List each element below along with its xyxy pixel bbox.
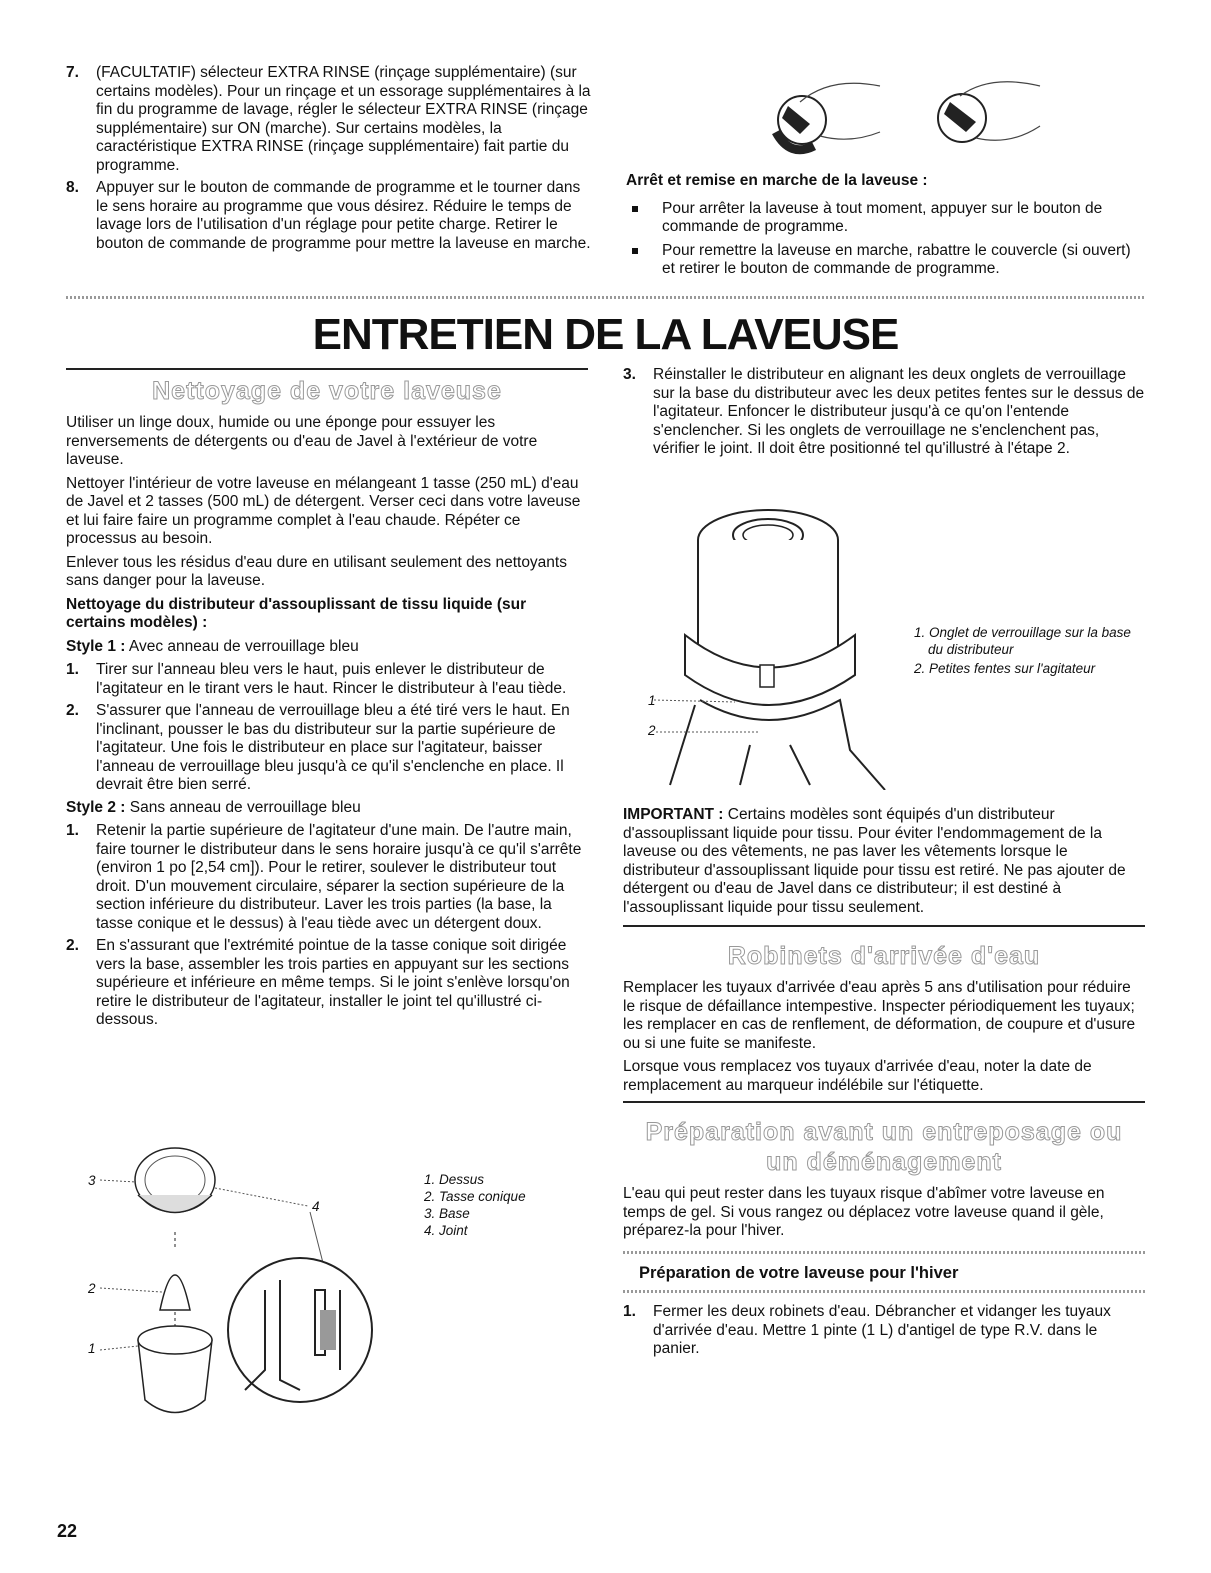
winter-heading: Préparation de votre laveuse pour l'hiver xyxy=(639,1263,959,1282)
caption: 2. Petites fentes sur l'agitateur xyxy=(914,661,1096,676)
stop-restart-heading: Arrêt et remise en marche de la laveuse : xyxy=(626,172,928,189)
section-title-cleaning: Nettoyage de votre laveuse xyxy=(152,377,502,405)
right-column-top xyxy=(623,366,1145,463)
paragraph: Enlever tous les résidus d'eau dure en utilisant seulement des nettoyants sans danger pour la laveuse. xyxy=(66,553,567,589)
right-column-bottom xyxy=(623,806,1145,1363)
divider xyxy=(623,1290,1145,1293)
divider xyxy=(623,925,1145,927)
list-item xyxy=(66,661,588,698)
caption: 2. Tasse conique xyxy=(424,1189,526,1204)
item-text: Retenir la partie supérieure de l'agitateur d'une main. De l'autre main, faire tourner le distributeur dans le sens horaire jusqu'à ce qu'il s'arrête (environ 1 po [2,54 cm]). Pour le retirer, soulever le distributeur tout droit. D'un mouvement circulaire, séparer la section supérieure de la section inférieure du distributeur. Laver les trois parties (la base, la tasse conique et le dessus) à l'eau tiède avec un détergent doux. xyxy=(96,822,582,932)
paragraph: Lorsque vous remplacez vos tuyaux d'arrivée d'eau, noter la date de remplacement au marqueur indélébile sur l'étiquette. xyxy=(623,1058,1092,1094)
item-number: 8. xyxy=(66,179,79,196)
item-text: En s'assurant que l'extrémité pointue de la tasse conique soit dirigée vers la base, assembler les trois parties en appuyant sur les sections supérieure et inférieure en même temps. Si le joint s'enlève lorsqu'on retire le distributeur de l'agitateur, installer le joint tel qu'illustré ci-dessous. xyxy=(96,937,570,1028)
top-left-column xyxy=(66,64,594,257)
fig-label-2: 2 xyxy=(88,1281,96,1296)
caption: 1. Onglet de verrouillage sur la base du distributeur xyxy=(914,625,1131,657)
list-item xyxy=(66,702,588,795)
item-text: (FACULTATIF) sélecteur EXTRA RINSE (rinçage supplémentaire) (sur certains modèles). Pour un rinçage et un essorage supplémentaires à la fin du programme de lavage, régler le sélecteur EXTRA RINSE (rinçage supplémentaire) sur ON (marche). Sur certains modèles, la caractéristique EXTRA RINSE (rinçage supplémentaire) fait partie du programme. xyxy=(96,64,591,174)
page-number: 22 xyxy=(57,1521,78,1541)
style1-text: Avec anneau de verrouillage bleu xyxy=(125,637,359,655)
fig-label-4: 4 xyxy=(312,1199,320,1214)
divider xyxy=(66,296,1146,299)
item-number: 1. xyxy=(66,822,79,839)
top-right-column xyxy=(626,172,1146,284)
item-number: 3. xyxy=(623,366,636,383)
bullet-icon xyxy=(632,248,638,254)
caption: 3. Base xyxy=(424,1206,470,1221)
bullet-icon xyxy=(632,206,638,212)
item-text: Appuyer sur le bouton de commande de programme et le tourner dans le sens horaire au programme que vous désirez. Réduire le temps de lavage lors de l'utilisation d'un réglage pour petite charge. Retirer le bouton de commande de programme pour mettre la laveuse en marche. xyxy=(96,179,591,252)
divider xyxy=(623,1101,1145,1103)
list-item xyxy=(66,937,588,1030)
item-text: Réinstaller le distributeur en alignant les deux onglets de verrouillage sur la base du distributeur avec les deux petites fentes sur le dessus de l'agitateur. Enfoncer le distributeur jusqu'à ce qu'on l'entende s'enclencher. Si les onglets de verrouillage ne s'enclenchent pas, vérifier le joint. Il doit être positionné tel qu'illustré à l'étape 2. xyxy=(653,366,1145,457)
style1-label: Style 1 : xyxy=(66,637,126,655)
item-number: 2. xyxy=(66,937,79,954)
divider xyxy=(66,368,588,370)
fig-label-3: 3 xyxy=(88,1173,96,1188)
fig-label-1: 1 xyxy=(88,1341,96,1356)
section-title-storage xyxy=(623,1117,1145,1177)
bullet-text: Pour remettre la laveuse en marche, rabattre le couvercle (si ouvert) et retirer le bouton de commande de programme. xyxy=(662,241,1131,277)
knob-hands-illustration xyxy=(740,66,1060,166)
page-title: ENTRETIEN DE LA LAVEUSE xyxy=(312,310,899,359)
left-column xyxy=(66,368,588,1034)
fig-label-1: 1 xyxy=(648,693,656,708)
softener-subheading: Nettoyage du distributeur d'assouplissant de tissu liquide (sur certains modèles) : xyxy=(66,595,527,631)
paragraph: Remplacer les tuyaux d'arrivée d'eau après 5 ans d'utilisation pour réduire le risque de défaillance intempestive. Inspecter périodiquement les tuyaux; les remplacer en cas de renflement, de déformation, de coupure et d'usure ou si une fuite se manifeste. xyxy=(623,979,1136,1052)
bullet-text: Pour arrêter la laveuse à tout moment, appuyer sur le bouton de commande de programme. xyxy=(662,199,1103,235)
item-number: 1. xyxy=(66,661,79,678)
caption: 1. Dessus xyxy=(424,1172,485,1187)
important-note xyxy=(623,806,1145,917)
list-item xyxy=(623,1303,1145,1359)
fig-label-2: 2 xyxy=(648,723,656,738)
item-text: S'assurer que l'anneau de verrouillage bleu a été tiré vers le haut. En l'inclinant, pousser le bas du distributeur sur la partie supérieure de l'agitateur. Une fois le distributeur en place sur l'agitateur, baisser l'anneau de verrouillage bleu jusqu'à ce qu'il s'enclenche en place. Il devrait être bien serré. xyxy=(96,702,570,793)
item-text: Fermer les deux robinets d'eau. Débrancher et vidanger les tuyaux d'arrivée d'eau. Mettre 1 pinte (1 L) d'antigel de type R.V. dans le panier. xyxy=(653,1303,1111,1357)
important-label: IMPORTANT : xyxy=(623,806,724,823)
section-title-faucets: Robinets d'arrivée d'eau xyxy=(727,942,1041,970)
dispenser-parts-illustration xyxy=(80,1140,380,1450)
important-text: Certains modèles sont équipés d'un distributeur d'assouplissant liquide pour tissu. Pour éviter l'endommagement de la laveuse ou des vêtements, ne pas laver les vêtements lorsque le distributeur d'assouplissant liquide pour tissu est retiré. Ne pas ajouter de détergent ou d'eau de Javel dans ce distributeur; il est destiné à l'assouplissant liquide pour tissu seulement. xyxy=(623,806,1126,916)
style2-line xyxy=(66,799,588,818)
paragraph: Nettoyer l'intérieur de votre laveuse en mélangeant 1 tasse (250 mL) d'eau de Javel et 2 tasses (500 mL) de détergent. Verser ceci dans votre laveuse et lui faire faire un programme complet à l'eau chaude. Répéter ce processus au besoin. xyxy=(66,474,581,547)
divider xyxy=(623,1251,1145,1254)
list-item xyxy=(66,822,588,933)
paragraph: L'eau qui peut rester dans les tuyaux risque d'abîmer votre laveuse en temps de gel. Si vous rangez ou déplacez votre laveuse quand il gèle, préparez-la pour l'hiver. xyxy=(623,1185,1105,1239)
item-number: 1. xyxy=(623,1303,636,1320)
list-item xyxy=(626,242,1146,279)
list-item xyxy=(66,64,594,175)
style1-line xyxy=(66,638,588,657)
list-item xyxy=(623,366,1145,459)
item-number: 2. xyxy=(66,702,79,719)
section-title-line: un déménagement xyxy=(766,1148,1002,1176)
style2-label: Style 2 : xyxy=(66,798,126,816)
agitator-dispenser-illustration xyxy=(640,500,910,790)
figure-captions xyxy=(914,624,1134,677)
caption: 4. Joint xyxy=(424,1223,468,1238)
style2-text: Sans anneau de verrouillage bleu xyxy=(125,798,361,816)
section-title-line: Préparation avant un entreposage ou xyxy=(645,1118,1123,1146)
paragraph: Utiliser un linge doux, humide ou une éponge pour essuyer les renversements de détergents ou d'eau de Javel à l'extérieur de votre laveuse. xyxy=(66,414,538,468)
figure-captions xyxy=(424,1171,574,1239)
list-item xyxy=(626,200,1146,237)
list-item xyxy=(66,179,594,253)
item-number: 7. xyxy=(66,64,79,81)
item-text: Tirer sur l'anneau bleu vers le haut, puis enlever le distributeur de l'agitateur en le tirant vers le haut. Rincer le distributeur à l'eau tiède. xyxy=(96,661,567,697)
